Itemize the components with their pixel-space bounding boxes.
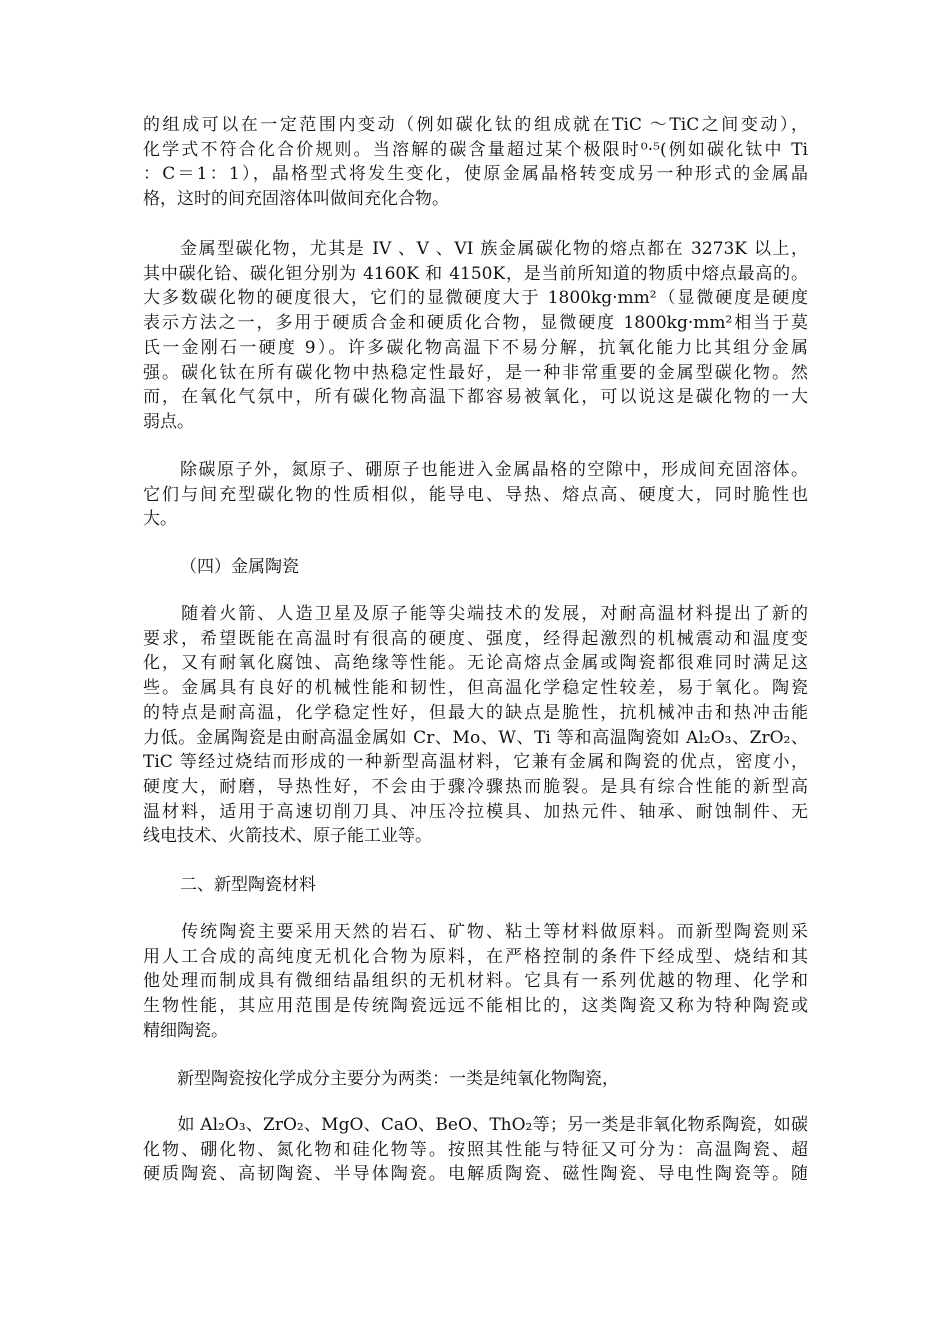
text-line: 氏一金刚石一硬度 9）。许多碳化物高温下不易分解，抗氧化能力比其组分金属 <box>143 337 808 358</box>
text-line: 力低。金属陶瓷是由耐高温金属如 Cr、Mo、W、Ti 等和高温陶瓷如 Al₂O₃、ZrO₂、 <box>143 727 808 748</box>
text-line: 些。金属具有良好的机械性能和韧性，但高温化学稳定性较差，易于氧化。陶瓷 <box>143 678 808 699</box>
paragraph-metallic-carbides <box>143 237 808 435</box>
section-heading-cermets: （四）金属陶瓷 <box>180 557 299 577</box>
text-line: 弱点。 <box>143 411 194 432</box>
paragraph-carbide-composition <box>143 113 808 212</box>
text-line: 精细陶瓷。 <box>143 1020 228 1041</box>
text-line: 大多数碳化物的硬度很大，它们的显微硬度大于 1800kg·mm²（显微硬度是硬度 <box>143 288 808 309</box>
text-line: TiC 等经过烧结而形成的一种新型高温材料，它兼有金属和陶瓷的优点，密度小， <box>143 752 808 773</box>
paragraph-new-ceramics <box>143 920 808 1044</box>
text-line: 化，又有耐氧化腐蚀、高绝缘等性能。无论高熔点金属或陶瓷都很难同时满足这 <box>143 653 808 674</box>
text-line: 其中碳化铪、碳化钽分别为 4160K 和 4150K，是当前所知道的物质中熔点最高的。 <box>143 263 808 284</box>
text-line: 化学式不符合化合价规则。当溶解的碳含量超过某个极限时⁰·⁵(例如碳化钛中 Ti <box>143 139 808 160</box>
text-line: 随着火箭、人造卫星及原子能等尖端技术的发展，对耐高温材料提出了新的 <box>143 604 808 624</box>
text-line: 大。 <box>143 509 177 530</box>
text-line: 如 Al₂O₃、ZrO₂、MgO、CaO、BeO、ThO₂等；另一类是非氧化物系陶瓷，如碳 <box>143 1115 808 1135</box>
text-line: 而，在氧化气氛中，所有碳化物高温下都容易被氧化，可以说这是碳化物的一大 <box>143 387 808 408</box>
text-line: 新型陶瓷按化学成分主要分为两类：一类是纯氧化物陶瓷， <box>143 1069 619 1089</box>
text-line: ：C＝1：1），晶格型式将发生变化，使原金属晶格转变成另一种形式的金属晶 <box>143 164 808 185</box>
section-heading-new-ceramics: 二、新型陶瓷材料 <box>180 875 316 895</box>
text-line: 要求，希望既能在高温时有很高的硬度、强度，经得起激烈的机械震动和温度变 <box>143 628 808 649</box>
paragraph-classification <box>143 1113 808 1187</box>
paragraph-classification-intro <box>143 1067 808 1092</box>
text-line: 硬度大，耐磨，导热性好，不会由于骤冷骤热而脆裂。是具有综合性能的新型高 <box>143 776 808 797</box>
text-line: 的组成可以在一定范围内变动（例如碳化钛的组成就在TiC ～TiC之间变动）， <box>143 115 808 135</box>
text-line: 生物性能，其应用范围是传统陶瓷远远不能相比的，这类陶瓷又称为特种陶瓷或 <box>143 996 808 1017</box>
text-line: 硬质陶瓷、高韧陶瓷、半导体陶瓷。电解质陶瓷、磁性陶瓷、导电性陶瓷等。随 <box>143 1164 808 1185</box>
text-line: 表示方法之一，多用于硬质合金和硬质化合物，显微硬度 1800kg·mm²相当于莫 <box>143 313 808 334</box>
text-line: 金属型碳化物，尤其是 IV 、V 、VI 族金属碳化物的熔点都在 3273K 以上， <box>143 239 808 259</box>
text-line: 它们与间充型碳化物的性质相似，能导电、导热、熔点高、硬度大，同时脆性也 <box>143 484 808 505</box>
text-line: 传统陶瓷主要采用天然的岩石、矿物、粘土等材料做原料。而新型陶瓷则采 <box>143 922 808 942</box>
text-line: 线电技术、火箭技术、原子能工业等。 <box>143 826 432 847</box>
text-line: 温材料，适用于高速切削刀具、冲压冷拉模具、加热元件、轴承、耐蚀制件、无 <box>143 801 808 822</box>
text-line: 格，这时的间充固溶体叫做间充化合物。 <box>143 189 449 210</box>
text-line: 化物、硼化物、氮化物和硅化物等。按照其性能与特征又可分为：高温陶瓷、超 <box>143 1139 808 1160</box>
text-line: 强。碳化钛在所有碳化物中热稳定性最好，是一种非常重要的金属型碳化物。然 <box>143 362 808 383</box>
text-line: 除碳原子外，氮原子、硼原子也能进入金属晶格的空隙中，形成间充固溶体。 <box>143 460 808 480</box>
text-line: 用人工合成的高纯度无机化合物为原料，在严格控制的条件下经成型、烧结和其 <box>143 946 808 967</box>
paragraph-cermets <box>143 602 808 849</box>
text-line: 他处理而制成具有微细结晶组织的无机材料。它具有一系列优越的物理、化学和 <box>143 971 808 992</box>
text-line: 的特点是耐高温，化学稳定性好，但最大的缺点是脆性，抗机械冲击和热冲击能 <box>143 702 808 723</box>
paragraph-nitrogen-boron <box>143 458 808 532</box>
